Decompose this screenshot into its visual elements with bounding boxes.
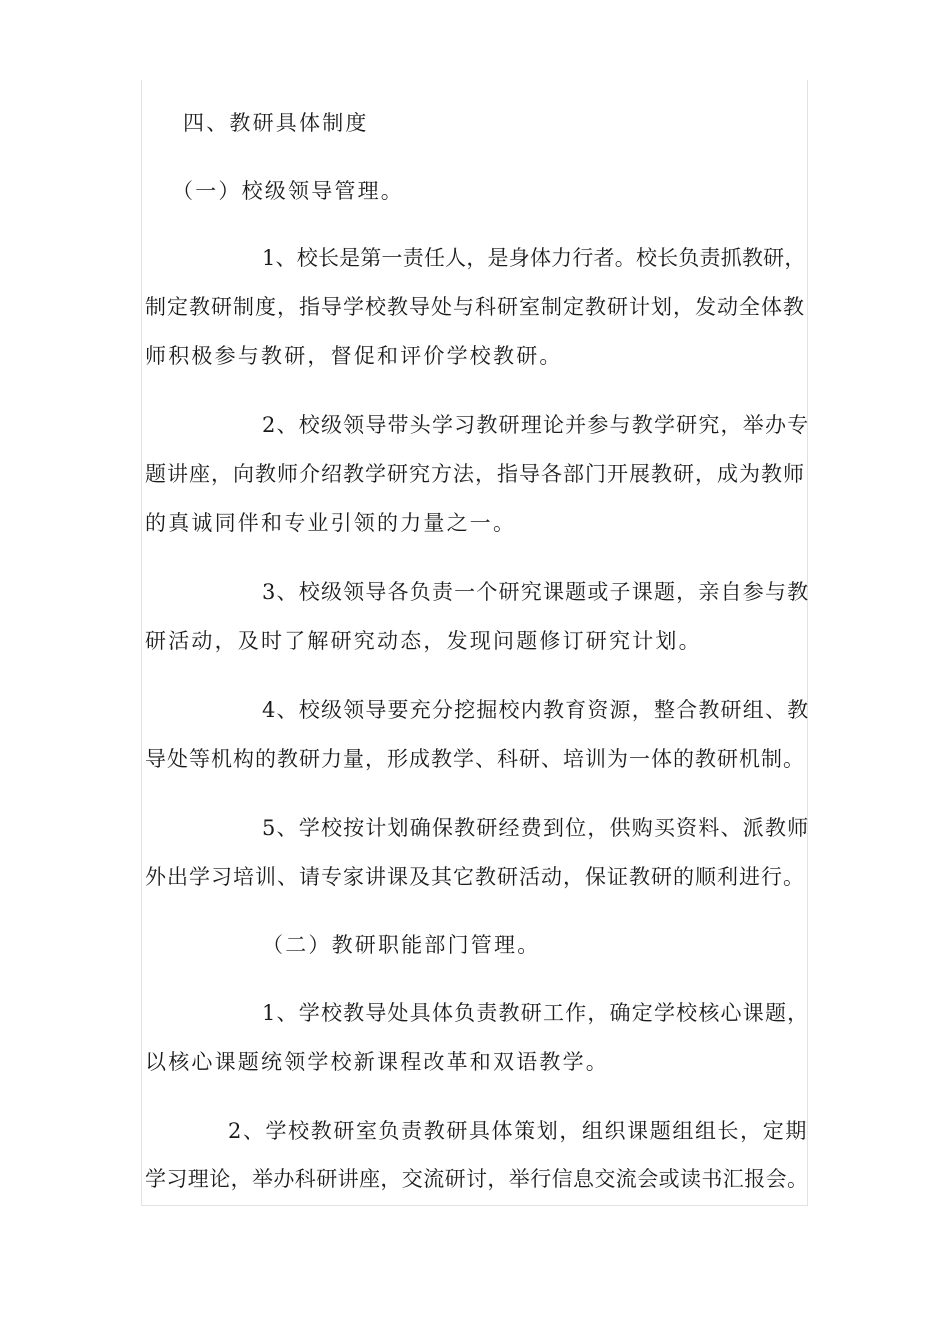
paragraph-7-line-2: 学习理论，举办科研讲座，交流研讨，举行信息交流会或读书汇报会。 [145, 1167, 809, 1191]
paragraph-1-line-1: 1、校长是第一责任人，是身体力行者。校长负责抓教研， [262, 246, 806, 270]
paragraph-3-line-1: 3、校级领导各负责一个研究课题或子课题，亲自参与教 [262, 580, 810, 604]
subsection-heading-1: （一）校级领导管理。 [172, 179, 404, 203]
paragraph-3-line-2: 研活动，及时了解研究动态，发现问题修订研究计划。 [145, 629, 702, 653]
paragraph-5-line-2: 外出学习培训、请专家讲课及其它教研活动，保证教研的顺利进行。 [145, 865, 805, 889]
paragraph-1-line-3: 师积极参与教研，督促和评价学校教研。 [145, 344, 563, 368]
section-heading: 四、教研具体制度 [183, 111, 369, 135]
paragraph-6-line-2: 以核心课题统领学校新课程改革和双语教学。 [145, 1050, 609, 1074]
paragraph-7-line-1: 2、学校教研室负责教研具体策划，组织课题组组长，定期 [228, 1119, 808, 1143]
paragraph-2-line-3: 的真诚同伴和专业引领的力量之一。 [145, 511, 517, 535]
paragraph-1-line-2: 制定教研制度，指导学校教导处与科研室制定教研计划，发动全体教 [145, 295, 805, 319]
paragraph-4-line-2: 导处等机构的教研力量，形成教学、科研、培训为一体的教研机制。 [145, 747, 805, 771]
paragraph-4-line-1: 4、校级领导要充分挖掘校内教育资源，整合教研组、教 [262, 698, 810, 722]
paragraph-5-line-1: 5、学校按计划确保教研经费到位，供购买资料、派教师 [262, 816, 810, 840]
paragraph-2-line-2: 题讲座，向教师介绍教学研究方法，指导各部门开展教研，成为教师 [145, 462, 805, 486]
paragraph-6-line-1: 1、学校教导处具体负责教研工作，确定学校核心课题， [262, 1001, 810, 1025]
paragraph-2-line-1: 2、校级领导带头学习教研理论并参与教学研究，举办专 [262, 413, 810, 437]
subsection-heading-2: （二）教研职能部门管理。 [262, 933, 541, 957]
